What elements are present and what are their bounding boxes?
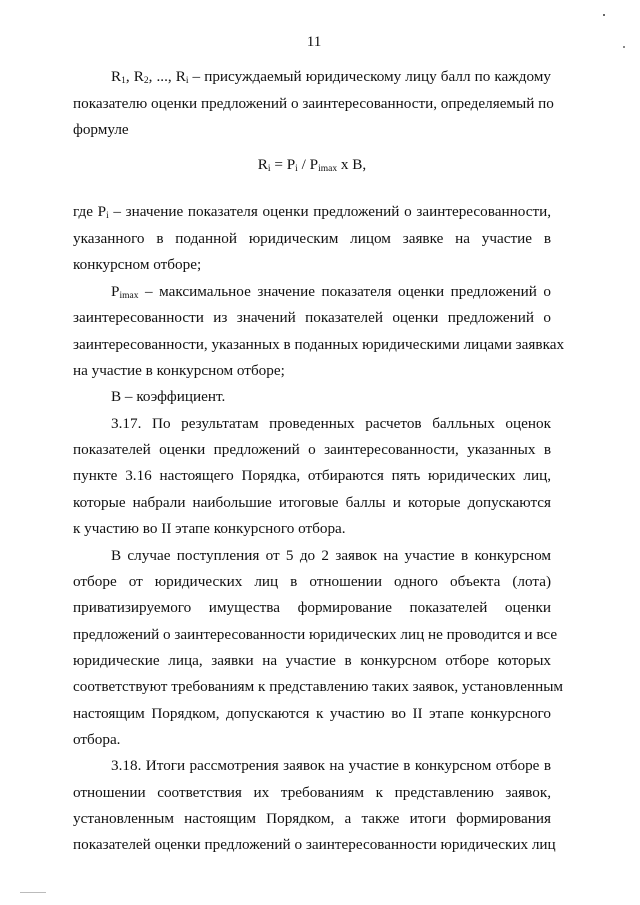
text-line: В случае поступления от 5 до 2 заявок на участие в конкурсном <box>111 547 551 564</box>
page-number: 11 <box>306 33 322 50</box>
text-line: конкурсном отборе; <box>73 256 202 273</box>
text-line: на участие в конкурсном отборе; <box>73 362 285 379</box>
formula-line: $R_i = P_i / P_{imax}$ х B, <box>257 156 367 174</box>
text-line: предложений о заинтересованности юридических лиц не проводится и все <box>73 626 558 643</box>
text-line: показателю оценки предложений о заинтересованности, определяемый по <box>73 95 554 112</box>
text-line: которые набрали наибольшие итоговые баллы и которые допускаются <box>73 494 551 511</box>
text-line: показателей оценки предложений о заинтересованности, указанных в <box>73 441 551 458</box>
text-line: формуле <box>73 121 129 138</box>
text-line: юридические лица, заявки на участие в конкурсном отборе которых <box>73 652 551 669</box>
text-line: 3.18. Итоги рассмотрения заявок на участие в конкурсном отборе в <box>111 757 551 774</box>
text-line: показателей оценки предложений о заинтересованности юридических лиц <box>73 836 556 853</box>
scan-edge-line <box>20 892 46 893</box>
text-line: заинтересованности, указанных в поданных юридическими лицами заявках <box>73 336 565 353</box>
text-line: указанного в поданной юридическим лицом заявке на участие в <box>73 230 551 247</box>
text-line: установленным настоящим Порядком, а также итоги формирования <box>73 810 551 827</box>
text-line: B – коэффициент. <box>111 388 226 405</box>
scan-artifact <box>603 14 605 16</box>
text-line: пункте 3.16 настоящего Порядка, отбираются пять юридических лиц, <box>73 467 551 484</box>
text-line: 3.17. По результатам проведенных расчетов балльных оценок <box>111 415 551 432</box>
text-line: отбора. <box>73 731 121 748</box>
text-line: заинтересованности из значений показателей оценки предложений о <box>73 309 551 326</box>
text-line: отборе от юридических лиц в отношении одного объекта (лота) <box>73 573 551 590</box>
text-line: $P_{imax}$ – максимальное значение показателя оценки предложений о <box>111 283 551 301</box>
text-line: к участию во II этапе конкурсного отбора. <box>73 520 346 537</box>
text-line: $R_1$, $R_2$, ..., $R_i$ – присуждаемый юридическому лицу балл по каждому <box>111 68 551 86</box>
text-line: настоящим Порядком, допускаются к участию во II этапе конкурсного <box>73 705 551 722</box>
text-line: соответствуют требованиям к представлению таких заявок, установленным <box>73 678 564 695</box>
text-line: где $P_i$ – значение показателя оценки предложений о заинтересованности, <box>73 203 552 221</box>
text-line: отношении соответствия их требованиям к представлению заявок, <box>73 784 551 801</box>
text-line: приватизируемого имущества формирование показателей оценки <box>73 599 551 616</box>
